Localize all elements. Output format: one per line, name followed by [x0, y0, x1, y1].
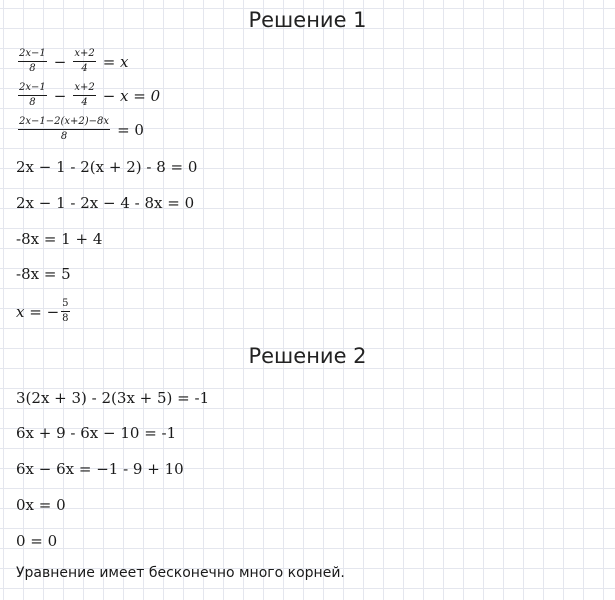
fraction-1 — [18, 82, 47, 109]
solution2-title: Решение 2 — [248, 344, 367, 368]
fraction-denominator: 8 — [29, 97, 36, 108]
fraction-denominator: 8 — [29, 63, 36, 74]
fraction-numerator: x+2 — [73, 82, 95, 96]
equation-line-6: -8x = 1 + 4 — [16, 230, 103, 248]
equation-tail: − x = 0 — [102, 86, 161, 105]
fraction-2 — [73, 48, 95, 75]
minus-operator: − — [53, 52, 67, 71]
fraction-denominator: 4 — [81, 63, 88, 74]
equation-line-2 — [16, 82, 160, 109]
result-fraction — [61, 298, 69, 325]
fraction-denominator: 8 — [60, 131, 68, 142]
equation2-line-2: 6x + 9 - 6x − 10 = -1 — [16, 424, 177, 442]
fraction-numerator: 2x−1 — [18, 48, 47, 62]
fraction-numerator: x+2 — [73, 48, 95, 62]
equation-line-3 — [16, 116, 144, 143]
equation2-line-5: 0 = 0 — [16, 532, 58, 550]
fraction-denominator: 8 — [62, 313, 69, 324]
equation-tail: = 0 — [117, 120, 144, 139]
equation2-line-4: 0x = 0 — [16, 496, 66, 514]
fraction-numerator: 2x−1 — [18, 82, 47, 96]
equation-tail: = x — [102, 52, 129, 71]
equation-line-4: 2x − 1 - 2(x + 2) - 8 = 0 — [16, 158, 198, 176]
equation-line-5: 2x − 1 - 2x − 4 - 8x = 0 — [16, 194, 195, 212]
fraction-2 — [73, 82, 95, 109]
fraction-1 — [18, 48, 47, 75]
equation-line-1 — [16, 48, 129, 75]
fraction-denominator: 4 — [81, 97, 88, 108]
conclusion-text: Уравнение имеет бесконечно много корней. — [16, 565, 345, 581]
equation-line-7: -8x = 5 — [16, 265, 71, 283]
equation2-line-3: 6x − 6x = −1 - 9 + 10 — [16, 460, 184, 478]
equation-lhs: x = − — [16, 302, 60, 321]
fraction-numerator: 2x−1−2(x+2)−8x — [18, 116, 110, 130]
fraction-numerator: 5 — [61, 298, 69, 312]
solution1-title: Решение 1 — [248, 8, 367, 32]
combined-fraction — [18, 116, 110, 143]
equation2-line-1: 3(2x + 3) - 2(3x + 5) = -1 — [16, 389, 210, 407]
minus-operator: − — [53, 86, 67, 105]
equation-line-8 — [16, 298, 72, 325]
